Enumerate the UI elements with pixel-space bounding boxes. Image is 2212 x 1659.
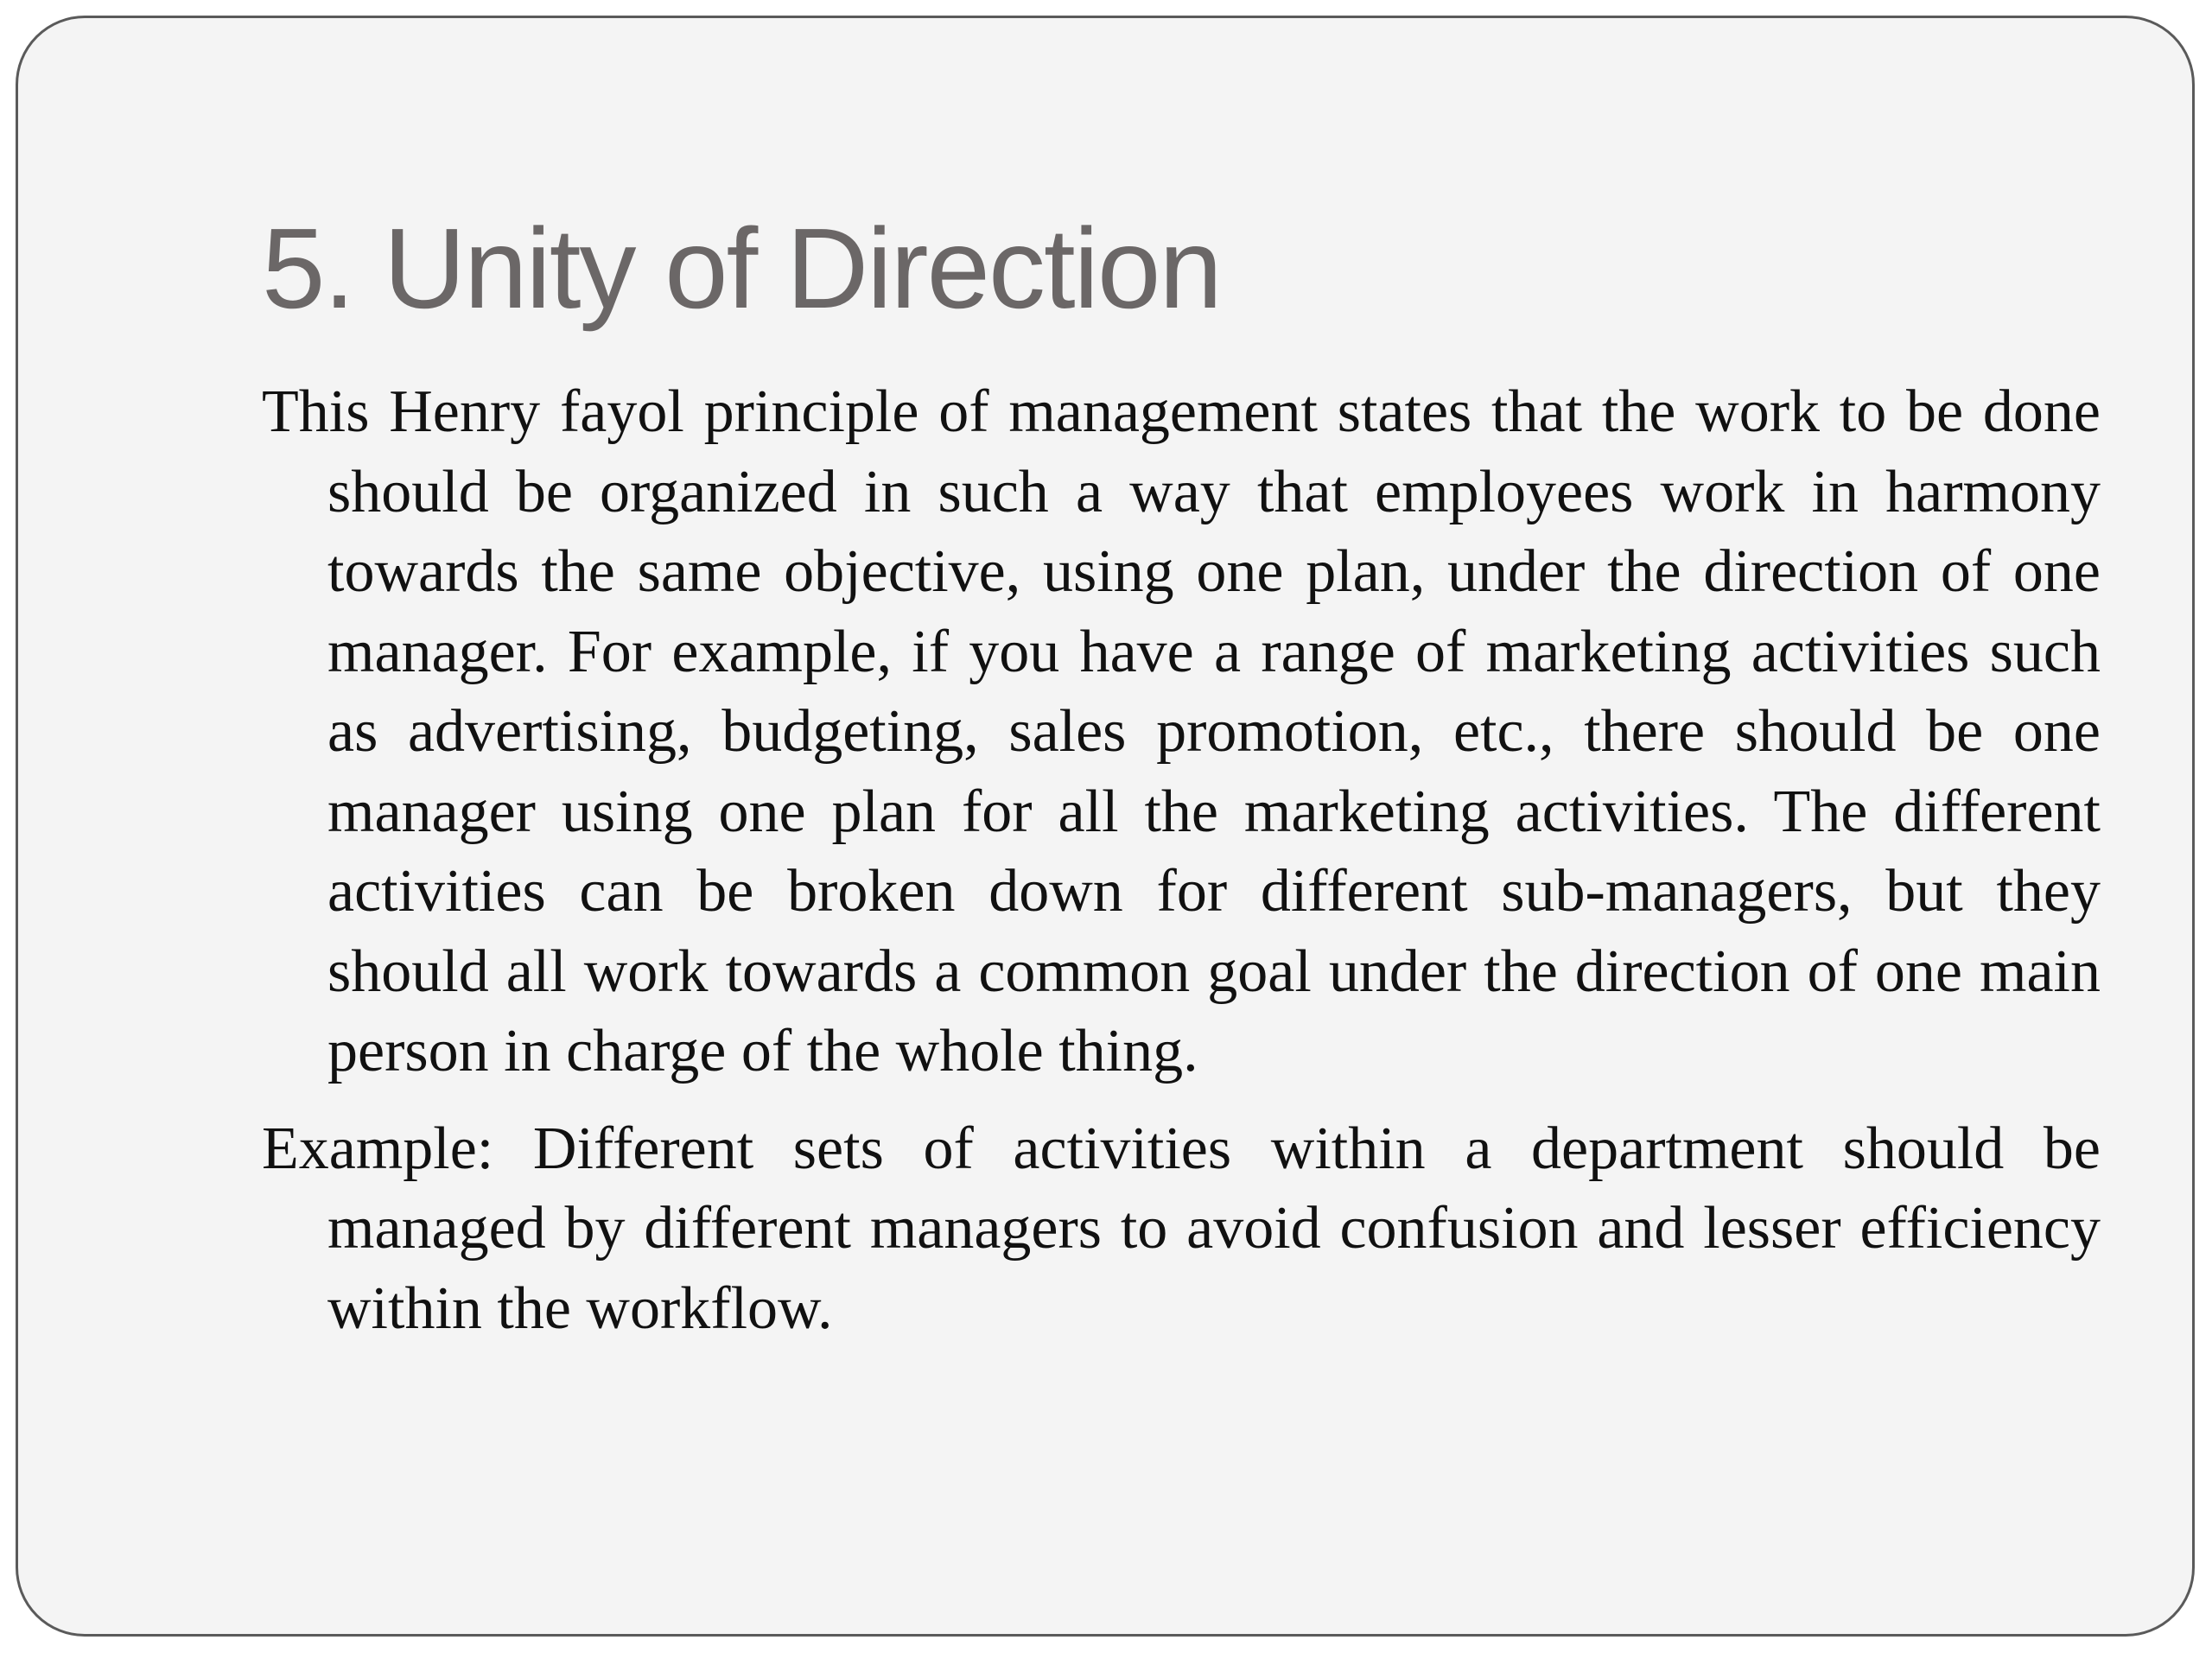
slide-title: 5. Unity of Direction [262,205,1221,332]
slide-frame [16,16,2195,1637]
paragraph-principle: This Henry fayol principle of management states that the work to be done should be organized in such a way that employees work in harmony towards the same objective, using one plan, under the direction of one manager. For example, if you have a range of marketing activities such as advertising, budgeting, sales promotion, etc., there should be one manager using one plan for all the marketing activities. The different activities can be broken down for different sub-managers, but they should all work towards a common goal under the direction of one main person in charge of the whole thing. [262,378,2101,1084]
paragraph-example: Example: Different sets of activities within a department should be managed by different managers to avoid confusion and lesser efficiency within the workflow. [262,1115,2101,1342]
slide-body [262,372,2101,1349]
